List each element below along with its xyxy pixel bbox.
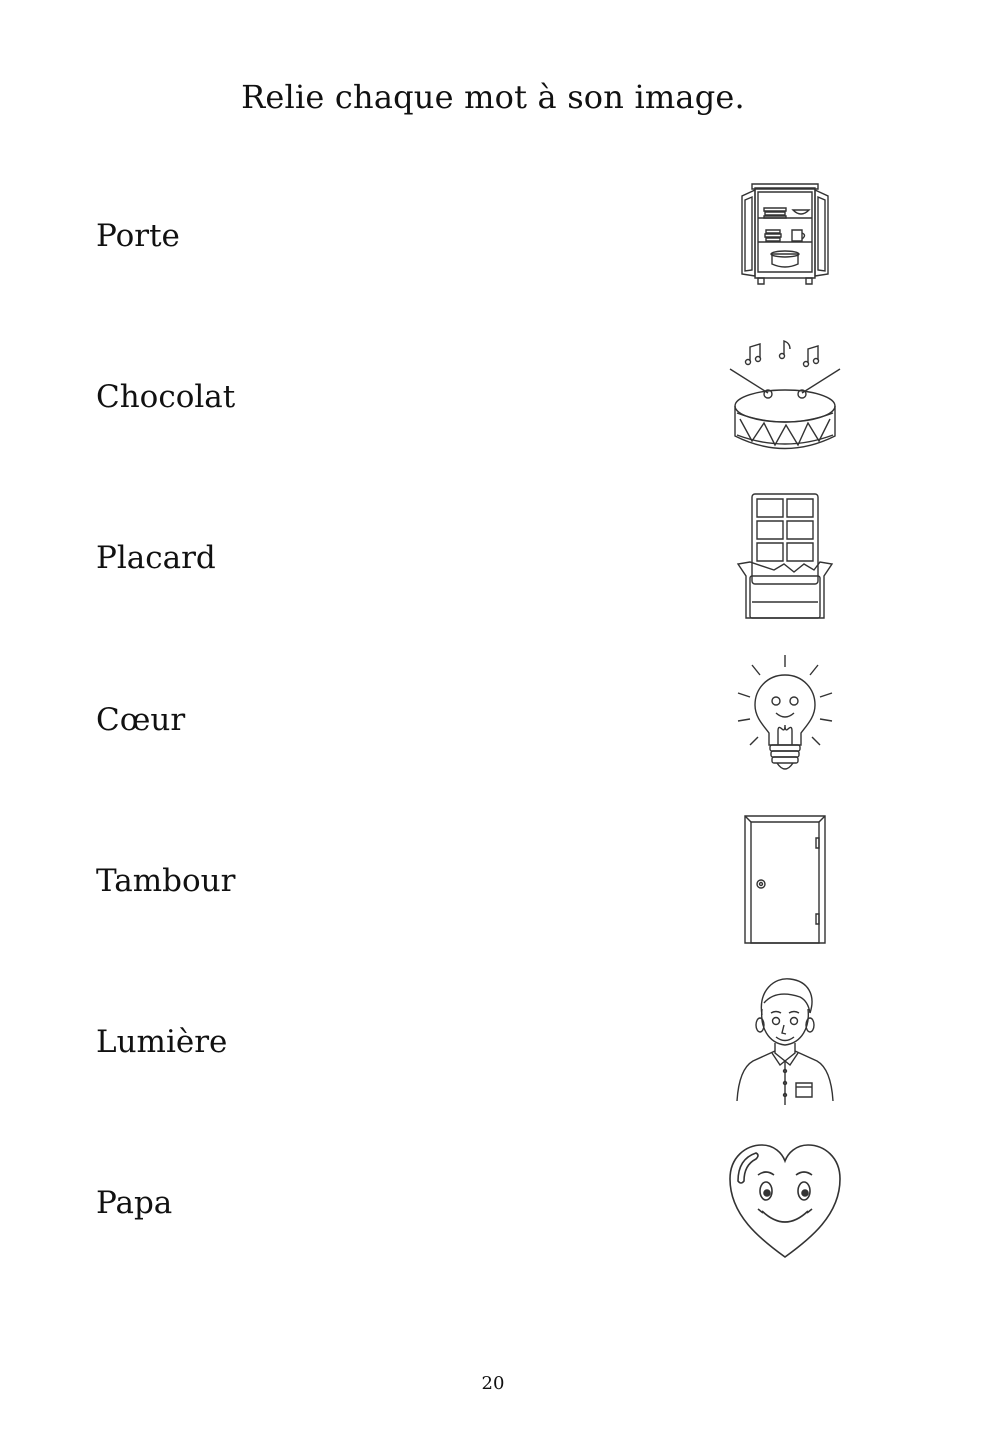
heart-icon[interactable] bbox=[720, 1137, 850, 1267]
instruction-title: Relie chaque mot à son image. bbox=[241, 78, 745, 116]
word-tambour[interactable]: Tambour bbox=[96, 863, 236, 899]
page-number: 20 bbox=[481, 1373, 505, 1394]
drum-icon[interactable] bbox=[720, 331, 850, 461]
chocolate-bar-icon[interactable] bbox=[720, 492, 850, 622]
word-coeur[interactable]: Cœur bbox=[96, 702, 186, 738]
dad-icon[interactable] bbox=[720, 975, 850, 1105]
word-lumiere[interactable]: Lumière bbox=[96, 1024, 228, 1060]
word-chocolat[interactable]: Chocolat bbox=[96, 379, 236, 415]
word-placard[interactable]: Placard bbox=[96, 540, 216, 576]
word-porte[interactable]: Porte bbox=[96, 218, 180, 254]
light-bulb-icon[interactable] bbox=[720, 653, 850, 783]
word-papa[interactable]: Papa bbox=[96, 1185, 173, 1221]
cupboard-icon[interactable] bbox=[720, 170, 850, 300]
door-icon[interactable] bbox=[720, 814, 850, 944]
